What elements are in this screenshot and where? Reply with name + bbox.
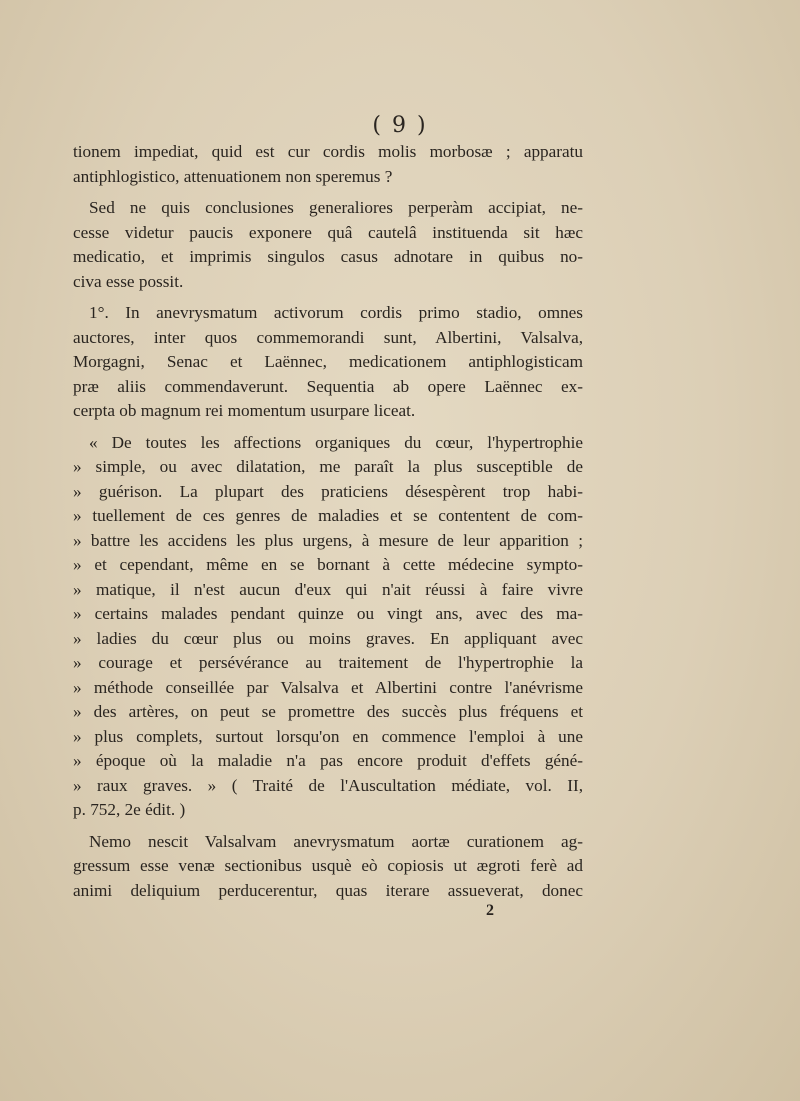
text-line: « De toutes les affections organiques du cœur, l'hypertrophie: [89, 432, 583, 452]
text-line: antiphlogistico, attenuationem non speremus ?: [73, 166, 393, 186]
text-line: Morgagni, Senac et Laënnec, medicationem antiphlogisticam: [73, 352, 583, 371]
text-line: » courage et persévérance au traitement de l'hypertrophie la: [73, 653, 583, 672]
text-line: » simple, ou avec dilatation, me paraît la plus susceptible de: [73, 457, 583, 476]
body-text: [73, 140, 583, 903]
paragraph-gap: [73, 294, 583, 301]
text-line: » guérison. La plupart des praticiens désespèrent trop habi-: [73, 481, 583, 501]
text-line: præ aliis commendaverunt. Sequentia ab opere Laënnec ex-: [73, 376, 583, 396]
text-line: » certains malades pendant quinze ou vingt ans, avec des ma-: [73, 604, 583, 623]
text-line: » ladies du cœur plus ou moins graves. En appliquant avec: [73, 628, 583, 648]
text-line: Nemo nescit Valsalvam anevrysmatum aortæ curationem ag-: [89, 831, 583, 851]
text-line: gressum esse venæ sectionibus usquè eò copiosis ut ægroti ferè ad: [73, 856, 583, 875]
paragraph-gap: [73, 189, 583, 196]
text-line: animi deliquium perducerentur, quas iterare assueverat, donec: [73, 880, 583, 900]
signature-mark: 2: [486, 902, 494, 919]
text-line: » époque où la maladie n'a pas encore produit d'effets géné-: [73, 751, 583, 770]
text-line: cesse videtur paucis exponere quâ cautelâ instituenda sit hæc: [73, 222, 583, 242]
text-line: » matique, il n'est aucun d'eux qui n'ait réussi à faire vivre: [73, 579, 583, 599]
text-line: tionem impediat, quid est cur cordis molis morbosæ ; apparatu: [73, 142, 583, 161]
page-number: ( 9 ): [372, 113, 428, 138]
text-line: » et cependant, même en se bornant à cette médecine sympto-: [73, 555, 583, 574]
text-line: p. 752, 2e édit. ): [73, 800, 186, 819]
text-line: medicatio, et imprimis singulos casus adnotare in quibus no-: [73, 247, 583, 266]
text-line: Sed ne quis conclusiones generaliores perperàm accipiat, ne-: [89, 198, 583, 217]
text-line: » des artères, on peut se promettre des succès plus fréquens et: [73, 702, 583, 721]
text-line: 1°. In anevrysmatum activorum cordis primo stadio, omnes: [89, 303, 583, 322]
text-line: » raux graves. » ( Traité de l'Auscultation médiate, vol. II,: [73, 775, 583, 795]
paragraph-gap: [73, 424, 583, 431]
text-line: civa esse possit.: [73, 271, 184, 291]
text-line: cerpta ob magnum rei momentum usurpare liceat.: [73, 401, 416, 420]
text-line: » plus complets, surtout lorsqu'on en commence l'emploi à une: [73, 726, 583, 746]
text-line: » tuellement de ces genres de maladies et se contentent de com-: [73, 506, 583, 525]
paragraph-gap: [73, 823, 583, 830]
text-line: » méthode conseillée par Valsalva et Albertini contre l'anévrisme: [73, 677, 583, 697]
text-line: auctores, inter quos commemorandi sunt, Albertini, Valsalva,: [73, 327, 583, 347]
text-line: » battre les accidens les plus urgens, à mesure de leur apparition ;: [73, 530, 583, 550]
